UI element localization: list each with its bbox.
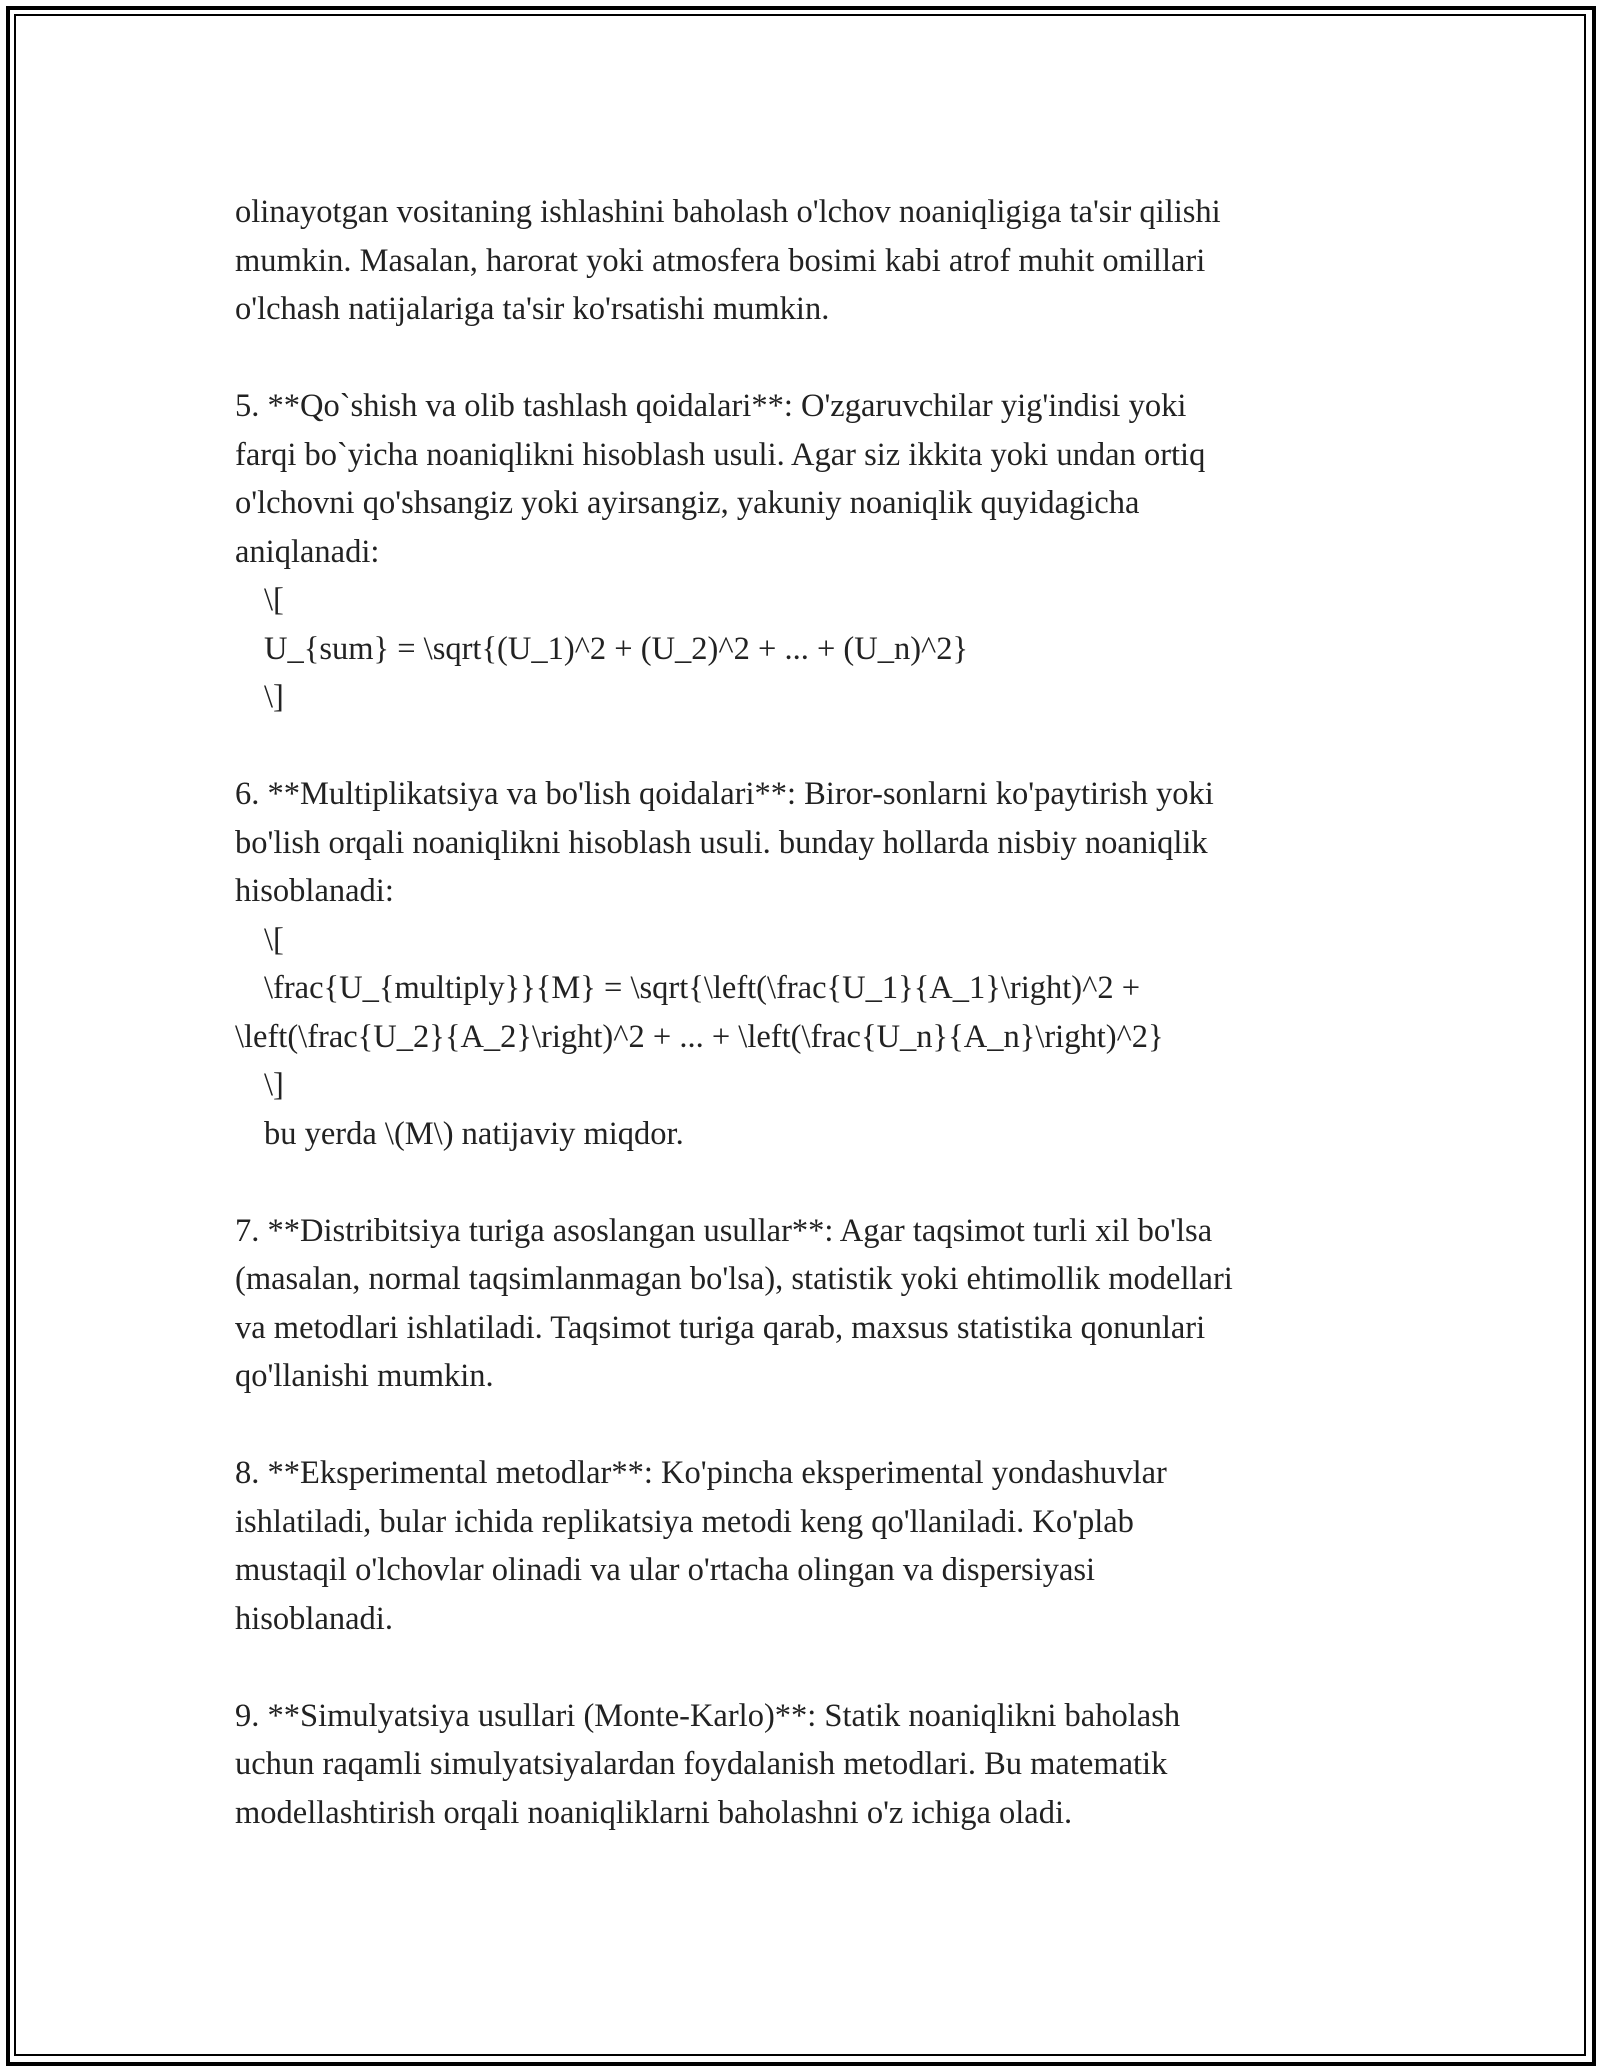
paragraph-item-6 [235, 770, 1415, 1158]
formula-line: \] [264, 1067, 284, 1103]
paragraph-gap [235, 722, 1415, 771]
formula-line: \[ [264, 921, 284, 958]
text-line: o'lchash natijalariga ta'sir ko'rsatishi mumkin. [235, 291, 830, 327]
text-line: farqi bo`yicha noaniqlikni hisoblash usuli. Agar siz ikkita yoki undan ortiq [235, 436, 1206, 473]
paragraph-item-9 [235, 1692, 1415, 1838]
text-line: 8. **Eksperimental metodlar**: Ko'pincha eksperimental yondashuvlar [235, 1455, 1167, 1491]
paragraph-item-8 [235, 1449, 1415, 1643]
formula-line: \[ [264, 582, 284, 618]
text-line: ishlatiladi, bular ichida replikatsiya metodi keng qo'llaniladi. Ko'plab [235, 1503, 1134, 1540]
formula-line: \left(\frac{U_2}{A_2}\right)^2 + ... + \left(\frac{U_n}{A_n}\right)^2} [235, 1018, 1164, 1055]
text-line: va metodlari ishlatiladi. Taqsimot turiga qarab, maxsus statistika qonunlari [235, 1309, 1206, 1346]
text-line: (masalan, normal taqsimlanmagan bo'lsa), statistik yoki ehtimollik modellari [235, 1261, 1233, 1297]
paragraph-item-7 [235, 1207, 1415, 1401]
text-line: olinayotgan vositaning ishlashini baholash o'lchov noaniqligiga ta'sir qilishi [235, 194, 1221, 230]
text-line: modellashtirish orqali noaniqliklarni baholashni o'z ichiga oladi. [235, 1794, 1073, 1831]
formula-line: \] [264, 679, 284, 715]
document-body [235, 188, 1415, 1837]
text-line: 9. **Simulyatsiya usullari (Monte-Karlo)**: Statik noaniqlikni baholash [235, 1697, 1181, 1734]
paragraph-intro [235, 188, 1415, 334]
text-line: 5. **Qo`shish va olib tashlash qoidalari**: O'zgaruvchilar yig'indisi yoki [235, 388, 1187, 424]
text-line: bo'lish orqali noaniqlikni hisoblash usuli. bunday hollarda nisbiy noaniqlik [235, 824, 1208, 861]
paragraph-gap [235, 1643, 1415, 1692]
text-line: hisoblanadi. [235, 1600, 393, 1637]
text-line: 6. **Multiplikatsiya va bo'lish qoidalari**: Biror-sonlarni ko'paytirish yoki [235, 776, 1214, 812]
text-line: mumkin. Masalan, harorat yoki atmosfera bosimi kabi atrof muhit omillari [235, 242, 1206, 279]
text-line: o'lchovni qo'shsangiz yoki ayirsangiz, yakuniy noaniqlik quyidagicha [235, 485, 1140, 521]
text-line: uchun raqamli simulyatsiyalardan foydalanish metodlari. Bu matematik [235, 1746, 1168, 1782]
text-line: qo'llanishi mumkin. [235, 1358, 494, 1394]
paragraph-gap [235, 1401, 1415, 1450]
paragraph-item-5 [235, 382, 1415, 722]
formula-line: \frac{U_{multiply}}{M} = \sqrt{\left(\frac{U_1}{A_1}\right)^2 + [264, 970, 1141, 1006]
text-line: aniqlanadi: [235, 533, 380, 570]
text-line: 7. **Distribitsiya turiga asoslangan usullar**: Agar taqsimot turli xil bo'lsa [235, 1212, 1213, 1249]
formula-line: U_{sum} = \sqrt{(U_1)^2 + (U_2)^2 + ... + (U_n)^2} [264, 630, 969, 667]
text-line: mustaqil o'lchovlar olinadi va ular o'rtacha olingan va dispersiyasi [235, 1552, 1096, 1588]
text-line: bu yerda \(M\) natijaviy miqdor. [264, 1115, 684, 1152]
paragraph-gap [235, 1158, 1415, 1207]
paragraph-gap [235, 334, 1415, 383]
text-line: hisoblanadi: [235, 873, 394, 909]
